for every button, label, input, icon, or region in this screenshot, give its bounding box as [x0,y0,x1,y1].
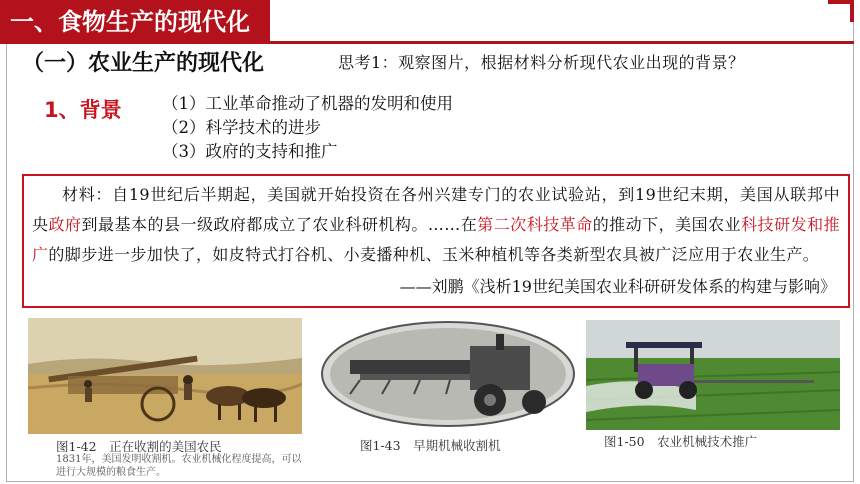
machinery-promotion-image [586,320,840,430]
highlight-tech-rd: 科技研发和推广 [32,215,840,264]
harvest-farmers-image [28,318,302,434]
title-underline [270,41,854,44]
material-source: ——刘鹏《浅析19世纪美国农业科研研发体系的构建与影响》 [399,277,836,296]
corner-decoration [828,0,854,22]
material-text [32,180,840,270]
figure-caption: 图1-43 早期机械收割机 [360,438,501,453]
early-harvester-image [320,320,576,428]
background-point: （1）工业革命推动了机器的发明和使用 [162,94,453,113]
material-text-part: 材料：自19世纪后半期起，美国就开始投资在各州兴建专门的农业试验站，到19世纪末期，美国从联邦中央 [32,185,840,234]
material-text-part: 的推动下，美国农业 [592,215,742,234]
highlight-government: 政府 [48,215,82,234]
slide-title: 一、食物生产的现代化 [0,0,270,44]
background-point: （3）政府的支持和推广 [162,142,338,161]
figure-caption: 图1-50 农业机械技术推广 [604,434,758,449]
highlight-second-tech-revolution: 第二次科技革命 [477,215,593,234]
background-point: （2）科学技术的进步 [162,118,321,137]
material-text-part: 的脚步进一步加快了，如皮特式打谷机、小麦播种机、玉米种植机等各类新型农具被广泛应用于农业生产。 [48,245,820,264]
section-title: （一）农业生产的现代化 [22,51,265,76]
material-box [22,174,850,308]
material-text-part: 到最基本的县一级政府都成立了农业科研机构。……在 [81,215,478,234]
thinking-question: 思考1：观察图片，根据材料分析现代农业出现的背景？ [338,53,745,72]
figure-note: 1831年，美国发明收割机。农业机械化程度提高，可以进行大规模的粮食生产。 [56,454,302,478]
background-points [162,92,453,164]
figure-caption: 图1-42 正在收割的美国农民 [56,439,222,454]
background-label: 1、背景 [44,98,122,122]
